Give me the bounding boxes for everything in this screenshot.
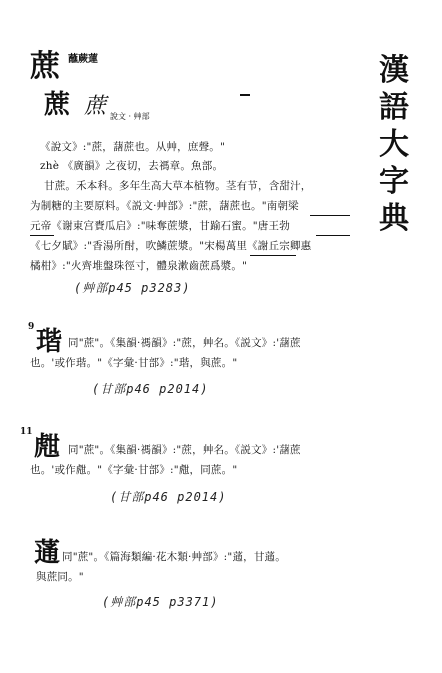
underline bbox=[316, 235, 350, 236]
entry1-line-3: 甘蔗。禾本科。多年生高大草本植物。茎有节，含甜汁， bbox=[44, 180, 312, 192]
entry3-head-char: 甝 bbox=[34, 432, 61, 462]
entry1-head-note: 蘸蕨蓮 bbox=[68, 54, 98, 65]
entry1-line-4: 为制糖的主要原料。《説文·艸部》:"蔗，藷蔗也。"南朝梁 bbox=[30, 200, 299, 212]
entry4-line-2: 與蔗同。" bbox=[36, 571, 84, 583]
entry2-line-2: 也。'或作瑎。"《字彙·甘部》:"瑎，與蔗。" bbox=[30, 357, 238, 369]
underline bbox=[310, 215, 350, 216]
entry2-stroke-number: 9 bbox=[28, 322, 35, 332]
entry1-seal-label: 說文 · 艸部 bbox=[110, 112, 150, 121]
dictionary-title: 漢語大字典 bbox=[379, 53, 409, 236]
entry2-line-1: 同"蔗"。《集韻·禡韻》:"蔗，艸名。《説文》:'藷蔗 bbox=[68, 337, 301, 349]
entry3-handwritten-note: (甘部p46 p2014) bbox=[110, 490, 227, 504]
entry1-line-7: 橘柑》:"火齊堆盤珠徑寸，體泉漱齒蔗爲漿。" bbox=[30, 260, 248, 272]
entry1-line-1: 《說文》:"蔗，藷蔗也。从艸，庶聲。" bbox=[40, 141, 225, 153]
entry2-handwritten-note: (甘部p46 p2014) bbox=[92, 382, 209, 396]
entry3-stroke-number: 11 bbox=[20, 427, 33, 437]
entry4-handwritten-note: (艸部p45 p3371) bbox=[102, 595, 219, 609]
entry1-variant-char: 蔗 bbox=[44, 90, 71, 120]
entry4-line-1: 同"蔗"。《篇海類編·花木類·艸部》:"蓪，甘蓪。 bbox=[62, 551, 286, 563]
entry2-head-char: 瑎 bbox=[36, 327, 63, 357]
decorative-dash bbox=[240, 94, 250, 96]
entry1-seal-char: 蔗 bbox=[84, 94, 107, 119]
entry1-line-6: 《七夕賦》:"香湯所酎，吹鱗蔗漿。"宋楊萬里《謝丘宗卿惠 bbox=[30, 240, 312, 252]
entry1-handwritten-note: (艸部p45 p3283) bbox=[74, 281, 191, 295]
entry3-line-2: 也。'或作甝。"《字彙·甘部》:"甝，同蔗。" bbox=[30, 464, 238, 476]
entry1-line-2: zhè 《廣韻》之夜切，去禡章。魚部。 bbox=[40, 160, 224, 172]
entry3-line-1: 同"蔗"。《集韻·禡韻》:"蔗，艸名。《説文》:'藷蔗 bbox=[68, 444, 301, 456]
underline bbox=[30, 235, 54, 236]
entry1-head-char: 蔗 bbox=[30, 49, 60, 84]
entry4-head-char: 蓪 bbox=[34, 538, 61, 568]
underline bbox=[250, 255, 296, 256]
entry1-line-5: 元帝《谢東宫賚瓜启》:"味奪蔗漿，甘踰石蜜。"唐王勃 bbox=[30, 220, 290, 232]
